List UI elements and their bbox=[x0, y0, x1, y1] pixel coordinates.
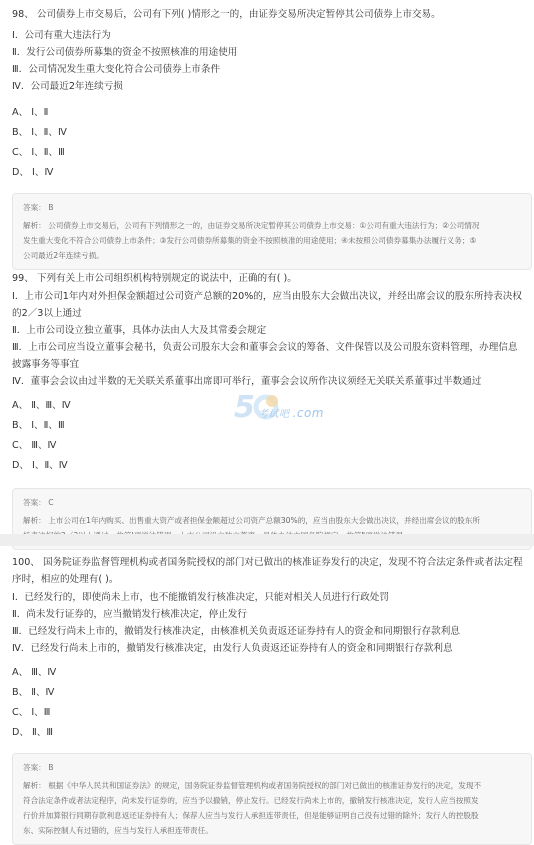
option-d[interactable]: D、 Ⅱ、Ⅲ bbox=[12, 727, 53, 738]
analysis-line: 符合法定条件或者法定程序，尚未发行证券的，应当予以撤销，停止发行。已经发行尚未上市的，撤销发行核准决定，发行人应当按照发 bbox=[23, 796, 479, 805]
answer-box bbox=[12, 193, 532, 270]
question-stem: 98、 公司债券上市交易后，公司有下列( )情形之一的，由证券交易所决定暂停其公司债券上市交易。 bbox=[12, 9, 441, 20]
statement-item: Ⅰ．公司有重大违法行为 bbox=[12, 30, 111, 41]
options-list bbox=[12, 663, 526, 743]
question-98 bbox=[0, 6, 534, 270]
option-c[interactable]: C、 Ⅰ、Ⅲ bbox=[12, 707, 51, 718]
analysis-line: 解析： 上市公司在1年内购买、出售重大资产或者担保金额超过公司资产总额30%的，应当由股东大会做出决议，并经出席会议的股东所 bbox=[23, 516, 480, 525]
watermark-main: 考试吧 bbox=[258, 409, 290, 420]
statement-item: Ⅲ．已经发行尚未上市的，撤销发行核准决定，由核准机关负责返还证券持有人的资金和同期银行存款利息 bbox=[12, 626, 460, 637]
svg-text:5: 5 bbox=[234, 390, 255, 425]
option-c[interactable]: C、 Ⅲ、Ⅳ bbox=[12, 440, 57, 451]
options-list bbox=[12, 103, 526, 183]
analysis-line: 公司最近2年连续亏损。 bbox=[23, 251, 104, 260]
statement-item: Ⅱ．上市公司设立独立董事，具体办法由人大及其常委会规定 bbox=[12, 325, 267, 336]
watermark-text bbox=[258, 405, 324, 420]
option-c[interactable]: C、 Ⅰ、Ⅱ、Ⅲ bbox=[12, 147, 65, 158]
analysis-line: 解析： 公司债券上市交易后，公司有下列情形之一的，由证券交易所决定暂停其公司债券上市交易：①公司有重大违法行为；②公司情况 bbox=[23, 221, 480, 230]
statement-item: Ⅳ．董事会会议由过半数的无关联关系董事出席即可举行，董事会会议所作决议须经无关联关系董事过半数通过 bbox=[12, 376, 482, 387]
statement-item: 的2／3以上通过 bbox=[12, 308, 82, 319]
statement-item: 披露事务等事宜 bbox=[12, 359, 80, 370]
option-d[interactable]: D、 Ⅰ、Ⅳ bbox=[12, 167, 54, 178]
answer-label: 答案： B bbox=[23, 763, 54, 772]
option-d[interactable]: D、 Ⅰ、Ⅱ、Ⅳ bbox=[12, 460, 68, 471]
statement-item: Ⅱ．尚未发行证券的，应当撤销发行核准决定，停止发行 bbox=[12, 609, 247, 620]
analysis-line: 发生重大变化不符合公司债券上市条件；③发行公司债券所募集的资金不按照核准的用途使用；④未按照公司债券募集办法履行义务；⑤ bbox=[23, 236, 477, 245]
statement-item: Ⅳ．公司最近2年连续亏损 bbox=[12, 81, 123, 92]
question-stem-cont: 序时，相应的处理有( )。 bbox=[12, 574, 119, 585]
statement-item: Ⅰ．上市公司1年内对外担保金额超过公司资产总额的20%的，应当由股东大会做出决议，并经出席会议的股东所持表决权 bbox=[12, 291, 522, 302]
option-a[interactable]: A、 Ⅰ、Ⅱ bbox=[12, 107, 49, 118]
option-b[interactable]: B、 Ⅰ、Ⅱ、Ⅳ bbox=[12, 127, 67, 138]
answer-box bbox=[12, 753, 532, 845]
question-stem: 100、 国务院证券监督管理机构或者国务院授权的部门对已做出的核准证券发行的决定，发现不符合法定条件或者法定程 bbox=[12, 557, 523, 568]
statement-item: Ⅱ．发行公司债券所募集的资金不按照核准的用途使用 bbox=[12, 47, 238, 58]
answer-label: 答案： C bbox=[23, 498, 54, 507]
statement-item: Ⅳ．已经发行尚未上市的，撤销发行核准决定，由发行人负责返还证券持有人的资金和同期银行存款利息 bbox=[12, 643, 453, 654]
analysis-line: 解析： 根据《中华人民共和国证券法》的规定，国务院证券监督管理机构或者国务院授权的部门对已做出的核准证券发行的决定，发现不 bbox=[23, 781, 482, 790]
section-divider bbox=[0, 534, 534, 546]
option-a[interactable]: A、 Ⅱ、Ⅲ、Ⅳ bbox=[12, 400, 71, 411]
option-b[interactable]: B、 Ⅰ、Ⅱ、Ⅲ bbox=[12, 420, 65, 431]
question-100 bbox=[0, 554, 534, 845]
statement-item: Ⅲ．公司情况发生重大变化符合公司债券上市条件 bbox=[12, 64, 221, 75]
question-stem: 99、 下列有关上市公司组织机构特别规定的说法中，正确的有( )。 bbox=[12, 273, 297, 284]
analysis-line: 行价并加算银行同期存款利息返还证券持有人；保荐人应当与发行人承担连带责任，但是能够证明自己没有过错的除外；发行人的控股股 bbox=[23, 811, 479, 820]
option-a[interactable]: A、 Ⅲ、Ⅳ bbox=[12, 667, 57, 678]
statement-item: Ⅰ．已经发行的，即使尚未上市，也不能撤销发行核准决定，只能对相关人员进行行政处罚 bbox=[12, 592, 389, 603]
watermark-sub: .com bbox=[292, 406, 324, 420]
statement-item: Ⅲ．上市公司应当设立董事会秘书，负责公司股东大会和董事会会议的筹备、文件保管以及公司股东资料管理，办理信息 bbox=[12, 342, 518, 353]
analysis-line: 东、实际控制人有过错的，应当与发行人承担连带责任。 bbox=[23, 826, 213, 835]
option-b[interactable]: B、 Ⅱ、Ⅳ bbox=[12, 687, 55, 698]
answer-label: 答案： B bbox=[23, 203, 54, 212]
